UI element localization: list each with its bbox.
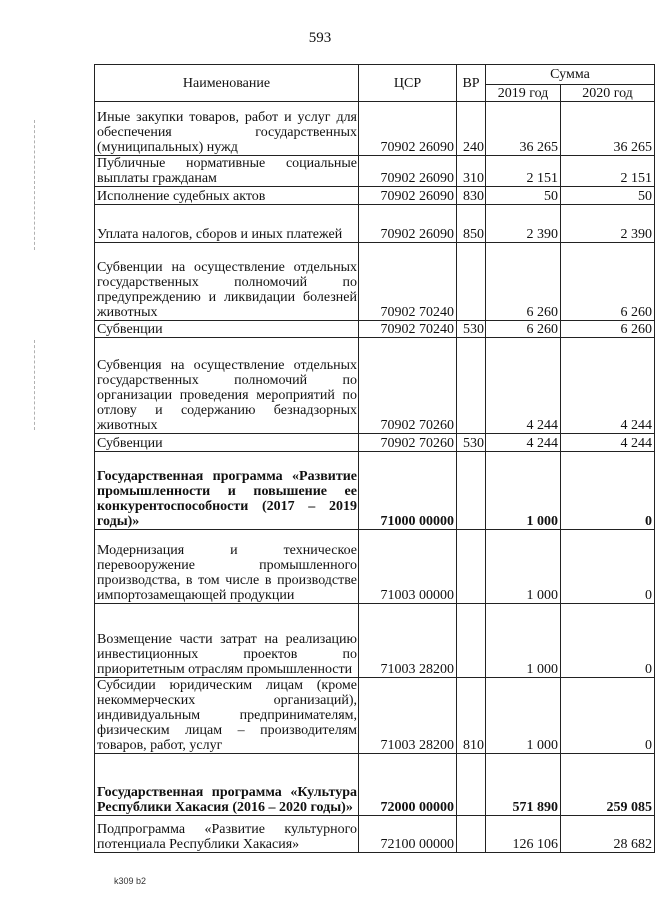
row-vr: 530	[457, 321, 486, 338]
row-csr: 71000 00000	[359, 452, 457, 530]
table-row	[95, 243, 655, 321]
row-name: Субвенции	[95, 434, 359, 452]
table-row	[95, 102, 655, 156]
row-amount-2019: 2 390	[486, 205, 561, 243]
row-amount-2019: 36 265	[486, 102, 561, 156]
row-csr: 70902 26090	[359, 187, 457, 205]
row-name: Подпрограмма «Развитие культурного потенциала Республики Хакасия»	[95, 816, 359, 853]
row-amount-2020: 4 244	[561, 338, 655, 434]
row-vr: 530	[457, 434, 486, 452]
header-name: Наименование	[95, 65, 359, 102]
page-number: 593	[308, 30, 332, 46]
row-amount-2019: 4 244	[486, 434, 561, 452]
row-csr: 70902 26090	[359, 156, 457, 187]
row-amount-2020: 4 244	[561, 434, 655, 452]
row-name: Субвенция на осуществление отдельных государственных полномочий по организации проведения мероприятий по отлову и содержанию безнадзорных животных	[95, 338, 359, 434]
row-csr: 72100 00000	[359, 816, 457, 853]
row-csr: 70902 70240	[359, 243, 457, 321]
table-row	[95, 452, 655, 530]
row-amount-2019: 1 000	[486, 678, 561, 754]
header-year-2019: 2019 год	[486, 85, 561, 102]
table-row	[95, 678, 655, 754]
table-row	[95, 187, 655, 205]
row-amount-2020: 2 390	[561, 205, 655, 243]
table-row	[95, 321, 655, 338]
row-amount-2020: 0	[561, 604, 655, 678]
row-name: Публичные нормативные социальные выплаты гражданам	[95, 156, 359, 187]
table-row	[95, 205, 655, 243]
row-name: Субвенции на осуществление отдельных государственных полномочий по предупреждению и ликвидации болезней животных	[95, 243, 359, 321]
footer-code: k309 b2	[114, 876, 147, 886]
binding-margin-line	[34, 340, 35, 430]
row-amount-2019: 571 890	[486, 754, 561, 816]
table-body	[95, 102, 655, 853]
row-amount-2019: 4 244	[486, 338, 561, 434]
row-vr	[457, 530, 486, 604]
binding-margin-line	[34, 120, 35, 250]
row-amount-2020: 36 265	[561, 102, 655, 156]
row-vr	[457, 452, 486, 530]
row-vr: 310	[457, 156, 486, 187]
row-name: Модернизация и техническое перевооружение промышленного производства, в том числе в производстве импортозамещающей продукции	[95, 530, 359, 604]
row-amount-2019: 2 151	[486, 156, 561, 187]
row-amount-2020: 0	[561, 530, 655, 604]
row-name: Уплата налогов, сборов и иных платежей	[95, 205, 359, 243]
table-row	[95, 156, 655, 187]
table-row	[95, 338, 655, 434]
row-vr	[457, 754, 486, 816]
row-name: Исполнение судебных актов	[95, 187, 359, 205]
row-name: Иные закупки товаров, работ и услуг для обеспечения государственных (муниципальных) нужд	[95, 102, 359, 156]
row-csr: 70902 26090	[359, 205, 457, 243]
row-amount-2019: 6 260	[486, 321, 561, 338]
header-vr: ВР	[457, 65, 486, 102]
row-amount-2019: 126 106	[486, 816, 561, 853]
row-amount-2019: 50	[486, 187, 561, 205]
row-csr: 71003 28200	[359, 678, 457, 754]
row-amount-2019: 6 260	[486, 243, 561, 321]
table-row	[95, 434, 655, 452]
row-vr	[457, 604, 486, 678]
row-name: Государственная программа «Культура Республики Хакасия (2016 – 2020 годы)»	[95, 754, 359, 816]
row-amount-2020: 0	[561, 678, 655, 754]
row-amount-2019: 1 000	[486, 452, 561, 530]
header-sum: Сумма	[486, 65, 655, 85]
row-amount-2020: 28 682	[561, 816, 655, 853]
row-csr: 70902 26090	[359, 102, 457, 156]
row-csr: 70902 70240	[359, 321, 457, 338]
row-amount-2019: 1 000	[486, 604, 561, 678]
table-row	[95, 604, 655, 678]
row-csr: 71003 28200	[359, 604, 457, 678]
table-row	[95, 816, 655, 853]
row-vr	[457, 243, 486, 321]
row-csr: 71003 00000	[359, 530, 457, 604]
row-csr: 72000 00000	[359, 754, 457, 816]
row-vr: 240	[457, 102, 486, 156]
row-name: Возмещение части затрат на реализацию инвестиционных проектов по приоритетным отраслям промышленности	[95, 604, 359, 678]
row-amount-2020: 259 085	[561, 754, 655, 816]
row-vr	[457, 338, 486, 434]
row-vr: 830	[457, 187, 486, 205]
row-amount-2020: 6 260	[561, 321, 655, 338]
row-amount-2020: 6 260	[561, 243, 655, 321]
row-vr: 810	[457, 678, 486, 754]
table-row	[95, 530, 655, 604]
row-vr	[457, 816, 486, 853]
row-csr: 70902 70260	[359, 338, 457, 434]
row-amount-2020: 2 151	[561, 156, 655, 187]
row-name: Субвенции	[95, 321, 359, 338]
row-amount-2020: 50	[561, 187, 655, 205]
header-year-2020: 2020 год	[561, 85, 655, 102]
budget-table	[94, 64, 655, 853]
table-row	[95, 754, 655, 816]
row-amount-2020: 0	[561, 452, 655, 530]
row-name: Государственная программа «Развитие промышленности и повышение ее конкурентоспособности (2017 – 2019 годы)»	[95, 452, 359, 530]
row-name: Субсидии юридическим лицам (кроме некоммерческих организаций), индивидуальным предпринимателям, физическим лицам – производителям товаров, работ, услуг	[95, 678, 359, 754]
row-amount-2019: 1 000	[486, 530, 561, 604]
row-csr: 70902 70260	[359, 434, 457, 452]
row-vr: 850	[457, 205, 486, 243]
header-csr: ЦСР	[359, 65, 457, 102]
